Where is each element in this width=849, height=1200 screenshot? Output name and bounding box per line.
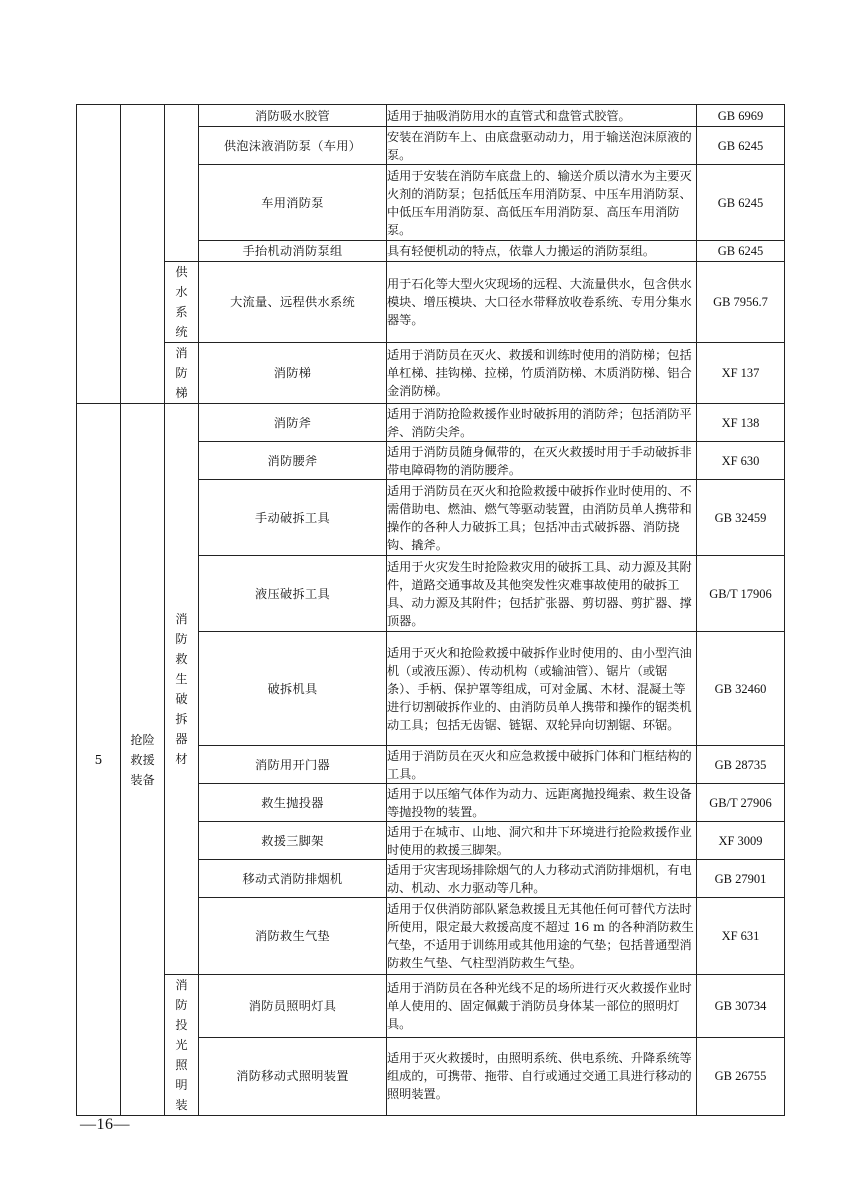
item-name: 消防梯 [199,343,387,404]
standard-code: GB 28735 [697,746,785,784]
item-description: 适用于安装在消防车底盘上的、输送介质以清水为主要灭火剂的消防泵；包括低压车用消防泵、中压车用消防泵、中低压车用消防泵、高低压车用消防泵、高压车用消防泵。 [387,165,697,241]
item-description: 适用于火灾发生时抢险救灾用的破拆工具、动力源及其附件，道路交通事故及其他突发性灾难事故使用的破拆工具、动力源及其附件；包括扩张器、剪切器、剪扩器、撑顶器。 [387,556,697,632]
standard-code: GB 6245 [697,127,785,165]
item-description: 安装在消防车上、由底盘驱动动力，用于输送泡沫原液的泵。 [387,127,697,165]
item-description: 适用于抽吸消防用水的直管式和盘管式胶管。 [387,105,697,127]
table-row [77,343,785,404]
item-name: 大流量、远程供水系统 [199,262,387,343]
item-name: 供泡沫液消防泵（车用） [199,127,387,165]
item-description: 适用于消防员在各种光线不足的场所进行灭火救援作业时单人使用的、固定佩戴于消防员身体某一部位的照明灯具。 [387,975,697,1038]
subgroup-water-supply: 供水系统 [165,262,199,343]
table-row [77,975,785,1038]
item-description: 适用于以压缩气体作为动力、远距离抛投绳索、救生设备等抛投物的装置。 [387,784,697,822]
item-name: 消防用开门器 [199,746,387,784]
standard-code: GB 7956.7 [697,262,785,343]
item-description: 适用于消防员在灭火、救援和训练时使用的消防梯；包括单杠梯、挂钩梯、拉梯，竹质消防梯、木质消防梯、铝合金消防梯。 [387,343,697,404]
item-name: 救生抛投器 [199,784,387,822]
table-row [77,404,785,442]
subgroup-lighting: 消防投光照明装 [165,975,199,1116]
item-description: 适用于灭火救援时，由照明系统、供电系统、升降系统等组成的，可携带、拖带、自行或通过交通工具进行移动的照明装置。 [387,1037,697,1115]
item-description: 适用于仅供消防部队紧急救援且无其他任何可替代方法时所使用，限定最大救援高度不超过 16 m 的各种消防救生气垫，不适用于训练用或其他用途的气垫；包括普通型消防救生气垫、气柱型消防救生气垫。 [387,898,697,975]
item-description: 适用于消防员在灭火和抢险救援中破拆作业时使用的、不需借助电、燃油、燃气等驱动装置，由消防员单人携带和操作的各种人力破拆工具；包括冲击式破拆器、消防挠钩、撬斧。 [387,480,697,556]
standard-code: GB 26755 [697,1037,785,1115]
item-description: 用于石化等大型火灾现场的远程、大流量供水，包含供水模块、增压模块、大口径水带释放收卷系统、专用分集水器等。 [387,262,697,343]
standard-code: GB/T 27906 [697,784,785,822]
standard-code: GB 6245 [697,241,785,262]
standard-code: GB 6245 [697,165,785,241]
standard-code: XF 138 [697,404,785,442]
item-name: 手动破拆工具 [199,480,387,556]
item-name: 消防救生气垫 [199,898,387,975]
page-number: —16— [80,1116,130,1133]
item-description: 适用于灾害现场排除烟气的人力移动式消防排烟机，有电动、机动、水力驱动等几种。 [387,860,697,898]
subgroup-rescue-tools: 消防救生破拆器材 [165,404,199,975]
item-description: 适用于消防员随身佩带的，在灭火救援时用于手动破拆非带电障碍物的消防腰斧。 [387,442,697,480]
table-row [77,262,785,343]
group-number-cell-top [77,105,121,404]
subgroup-ladder: 消防梯 [165,343,199,404]
standard-code: GB 30734 [697,975,785,1038]
item-name: 手抬机动消防泵组 [199,241,387,262]
standard-code: GB 27901 [697,860,785,898]
item-description: 具有轻便机动的特点，依靠人力搬运的消防泵组。 [387,241,697,262]
standard-code: XF 630 [697,442,785,480]
standard-code: GB 32460 [697,632,785,746]
subgroup-cell-top [165,105,199,262]
standard-code: XF 137 [697,343,785,404]
standard-code: GB 32459 [697,480,785,556]
item-description: 适用于灭火和抢险救援中破拆作业时使用的、由小型汽油机（或液压源）、传动机构（或输油管）、锯片（或锯条）、手柄、保护罩等组成，可对金属、木材、混凝土等进行切割破拆作业的、由消防员单人携带和操作的锯类机动工具；包括无齿锯、链锯、双轮异向切割锯、环锯。 [387,632,697,746]
table-row [77,105,785,127]
standard-code: GB/T 17906 [697,556,785,632]
item-name: 消防员照明灯具 [199,975,387,1038]
item-description: 适用于消防员在灭火和应急救援中破拆门体和门框结构的工具。 [387,746,697,784]
equipment-standards-table [76,104,785,1116]
item-name: 液压破拆工具 [199,556,387,632]
item-name: 消防移动式照明装置 [199,1037,387,1115]
category-cell-top [121,105,165,404]
standard-code: GB 6969 [697,105,785,127]
item-name: 破拆机具 [199,632,387,746]
standard-code: XF 3009 [697,822,785,860]
item-description: 适用于在城市、山地、洞穴和井下环境进行抢险救援作业时使用的救援三脚架。 [387,822,697,860]
group-number: 5 [77,404,121,1116]
item-name: 移动式消防排烟机 [199,860,387,898]
item-name: 救援三脚架 [199,822,387,860]
standard-code: XF 631 [697,898,785,975]
category-cell: 抢险救援装备 [121,404,165,1116]
item-name: 消防吸水胶管 [199,105,387,127]
item-name: 消防斧 [199,404,387,442]
item-name: 消防腰斧 [199,442,387,480]
item-description: 适用于消防抢险救援作业时破拆用的消防斧；包括消防平斧、消防尖斧。 [387,404,697,442]
item-name: 车用消防泵 [199,165,387,241]
